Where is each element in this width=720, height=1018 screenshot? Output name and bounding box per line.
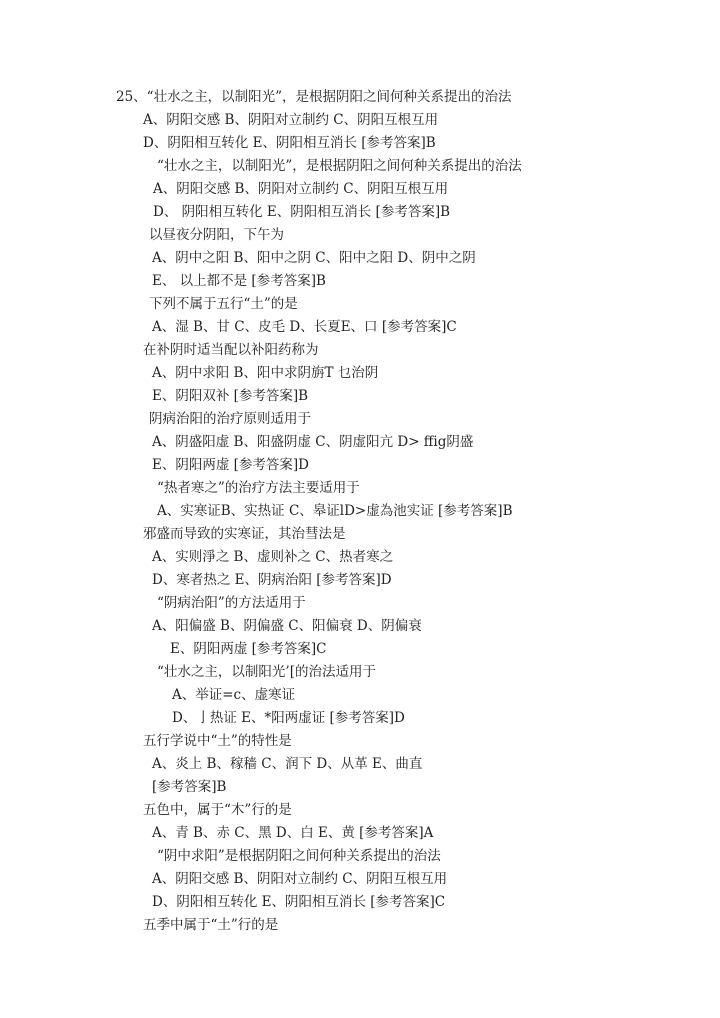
text-line: 在补阴时适当配以补阳药称为 (143, 342, 319, 358)
text-line: A、阴阳交感 B、阴阳对立制约 C、阴阳互根互用 (153, 181, 449, 197)
text-line: A、阴阳交感 B、阴阳对立制约 C、阴阳互根互用 (152, 871, 448, 887)
text-line: D、寒者热之 E、阴病治阳 [参考答案]D (152, 572, 392, 588)
text-line: E、 以上都不是 [参考答案]B (152, 273, 326, 289)
text-line: A、举证=c、虚寒证 (172, 687, 296, 703)
text-line: A、实则淨之 B、虚则补之 C、热者寒之 (152, 549, 394, 565)
text-line: “热者寒之”的治疗方法主要适用于 (157, 480, 360, 496)
text-line: [参考答案]B (152, 779, 227, 795)
text-line: E、阴阳两虚 [参考答案]C (170, 641, 327, 657)
text-line: 邪盛而导致的实寒证，其治彗法是 (143, 526, 346, 542)
text-line: A、实寒证B、实热证 C、皋证lD>虚為池实证 [参考答案]B (157, 503, 513, 519)
text-line: 25、“壮水之主，以制阳光”，是根据阴阳之间何种关系提出的治法 (116, 89, 512, 105)
text-line: A、炎上 B、稼穑 C、润下 D、从革 E、曲直 (152, 756, 423, 772)
text-line: A、阳偏盛 B、阴偏盛 C、阳偏衰 D、阴偏衰 (152, 618, 422, 634)
text-line: E、阴阳双补 [参考答案]B (152, 388, 309, 404)
text-line: 五季中属于“土”行的是 (143, 917, 279, 933)
text-line: E、阴阳两虚 [参考答案]D (152, 457, 310, 473)
text-line: A、阴中之阳 B、阳中之阴 C、阳中之阳 D、阴中之阴 (152, 250, 476, 266)
text-line: D、阴阳相互转化 E、阴阳相互消长 [参考答案]C (152, 894, 446, 910)
text-line: “阴中求阳”是根据阴阳之间何种关系提出的治法 (157, 848, 441, 864)
text-line: 以昼夜分阴阳，下午为 (149, 227, 284, 243)
text-line: 五行学说中“土”的特性是 (143, 733, 292, 749)
text-line: A、阴中求阳 B、阳中求阴旃T 乜治阴 (152, 365, 379, 381)
text-line: D、 阴阳相互转化 E、阴阳相互消长 [参考答案]B (153, 204, 451, 220)
text-line: 五色中，属于“木”行的是 (143, 802, 292, 818)
text-line: D、阴阳相互转化 E、阴阳相互消长 [参考答案]B (143, 135, 436, 151)
text-line: “阴病治阳”的方法适用于 (157, 595, 306, 611)
text-line: “壮水之主，以制阳光”，是根据阴阳之间何种关系提出的治法 (157, 158, 522, 174)
text-line: 下列不属于五行“土”的是 (149, 296, 298, 312)
text-line: A、阴盛阳虚 B、阳盛阴虚 C、阴虚阳亢 D> ffig阴盛 (152, 434, 474, 450)
text-line: A、湿 B、甘 C、皮毛 D、长夏E、口 [参考答案]C (152, 319, 457, 335)
text-line: D、亅热证 E、*阳两虚证 [参考答案]D (172, 710, 405, 726)
text-line: A、阴阳交感 B、阴阳对立制约 C、阴阳互根互用 (143, 112, 439, 128)
text-line: 阴病治阳的治疗原则适用于 (149, 411, 311, 427)
text-line: A、青 B、赤 C、黑 D、白 E、黄 [参考答案]A (152, 825, 434, 841)
text-line: “壮水之主，以制阳光’[的治法适用于 (157, 664, 376, 680)
